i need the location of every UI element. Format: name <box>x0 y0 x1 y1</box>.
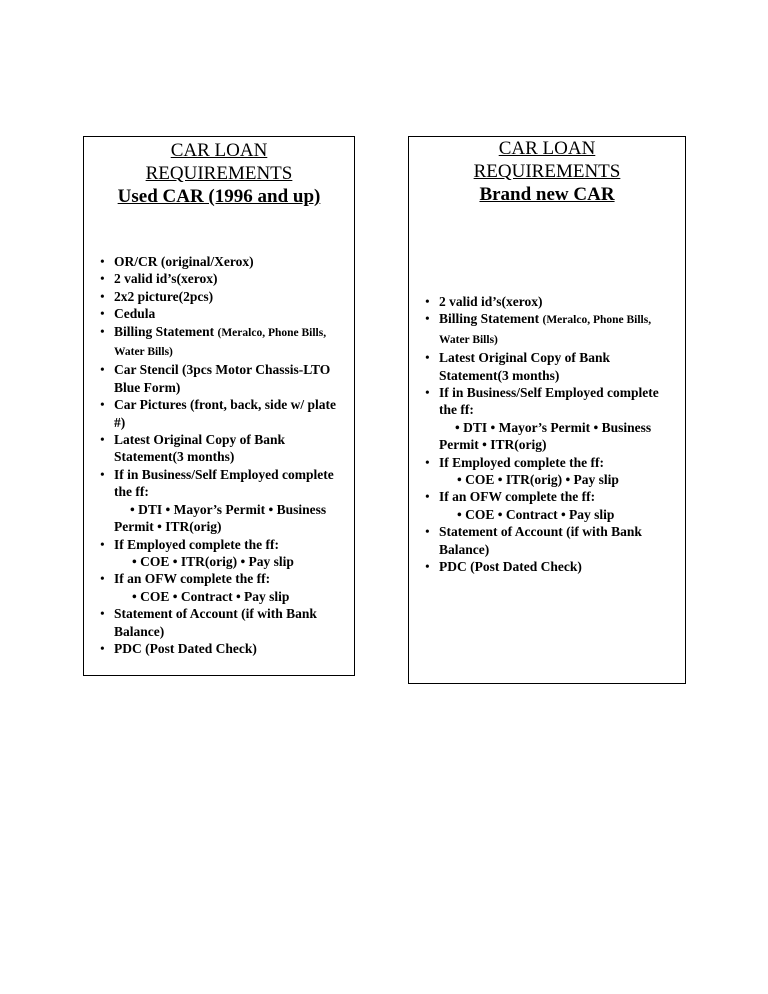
requirements-list <box>84 253 354 657</box>
item-subtext: • COE • Contract • Pay slip <box>457 506 615 522</box>
item-text: Car Stencil (3pcs Motor Chassis-LTO Blue Form) <box>114 362 331 395</box>
card-brand-new-car <box>408 136 686 684</box>
item-subtext-value: • DTI • Mayor’s Permit • Business Permit • ITR(orig) <box>439 419 652 453</box>
item-subtext-value: • DTI • Mayor’s Permit • Business Permit • ITR(orig) <box>114 501 327 535</box>
card-used-car <box>83 136 355 676</box>
list-item <box>84 605 354 640</box>
list-item <box>84 361 354 396</box>
title-line-3: Brand new CAR <box>479 184 615 205</box>
item-text: If in Business/Self Employed complete the ff: <box>114 466 334 500</box>
item-text: If an OFW complete the ff: <box>439 489 596 505</box>
item-note: (Meralco, Phone Bills, Water Bills) <box>439 314 652 346</box>
list-item <box>84 305 354 322</box>
item-text: Statement of Account (if with Bank Balance) <box>114 606 317 639</box>
item-subtext <box>439 419 679 454</box>
item-subtext: • COE • Contract • Pay slip <box>132 588 290 604</box>
item-subtext: • COE • ITR(orig) • Pay slip <box>457 472 619 488</box>
list-item <box>409 349 685 384</box>
item-text: Billing Statement <box>114 323 215 339</box>
item-text: Billing Statement <box>439 311 540 327</box>
item-text: Cedula <box>114 306 156 322</box>
item-text: PDC (Post Dated Check) <box>114 640 257 656</box>
item-text: If in Business/Self Employed complete the ff: <box>439 385 659 418</box>
list-item <box>409 384 685 454</box>
item-subtext <box>114 501 348 536</box>
item-text: If an OFW complete the ff: <box>114 571 271 587</box>
requirements-list <box>409 293 685 576</box>
list-item <box>409 454 685 489</box>
list-item <box>84 323 354 362</box>
list-item <box>84 466 354 536</box>
list-item <box>84 253 354 270</box>
item-text: Statement of Account (if with Bank Balance) <box>439 524 642 557</box>
list-item <box>409 523 685 558</box>
list-item <box>84 396 354 431</box>
list-item <box>409 488 685 523</box>
item-text: 2 valid id’s(xerox) <box>114 271 218 287</box>
item-text: PDC (Post Dated Check) <box>439 559 582 575</box>
item-text: Car Pictures (front, back, side w/ plate #) <box>114 397 336 430</box>
item-note: (Meralco, Phone Bills, Water Bills) <box>114 326 327 359</box>
card-title <box>409 137 685 206</box>
list-item <box>84 270 354 287</box>
list-item <box>84 570 354 605</box>
list-item <box>409 310 685 349</box>
title-line-2: REQUIREMENTS <box>473 161 621 182</box>
item-text: 2 valid id’s(xerox) <box>439 294 543 309</box>
title-line-1: CAR LOAN <box>498 138 596 159</box>
list-item <box>84 536 354 571</box>
list-item <box>84 640 354 657</box>
title-line-2: REQUIREMENTS <box>145 163 293 184</box>
list-item <box>84 431 354 466</box>
item-subtext: • COE • ITR(orig) • Pay slip <box>132 553 294 569</box>
item-text: OR/CR (original/Xerox) <box>114 254 254 269</box>
list-item <box>409 293 685 310</box>
title-line-1: CAR LOAN <box>170 140 268 161</box>
item-text: If Employed complete the ff: <box>114 536 279 552</box>
list-item <box>409 558 685 575</box>
card-title <box>84 139 354 208</box>
item-text: Latest Original Copy of Bank Statement(3 months) <box>114 432 286 465</box>
item-text: 2x2 picture(2pcs) <box>114 288 214 304</box>
list-item <box>84 288 354 305</box>
item-text: If Employed complete the ff: <box>439 454 604 470</box>
title-line-3: Used CAR (1996 and up) <box>117 186 321 207</box>
item-text: Latest Original Copy of Bank Statement(3 months) <box>439 350 611 383</box>
